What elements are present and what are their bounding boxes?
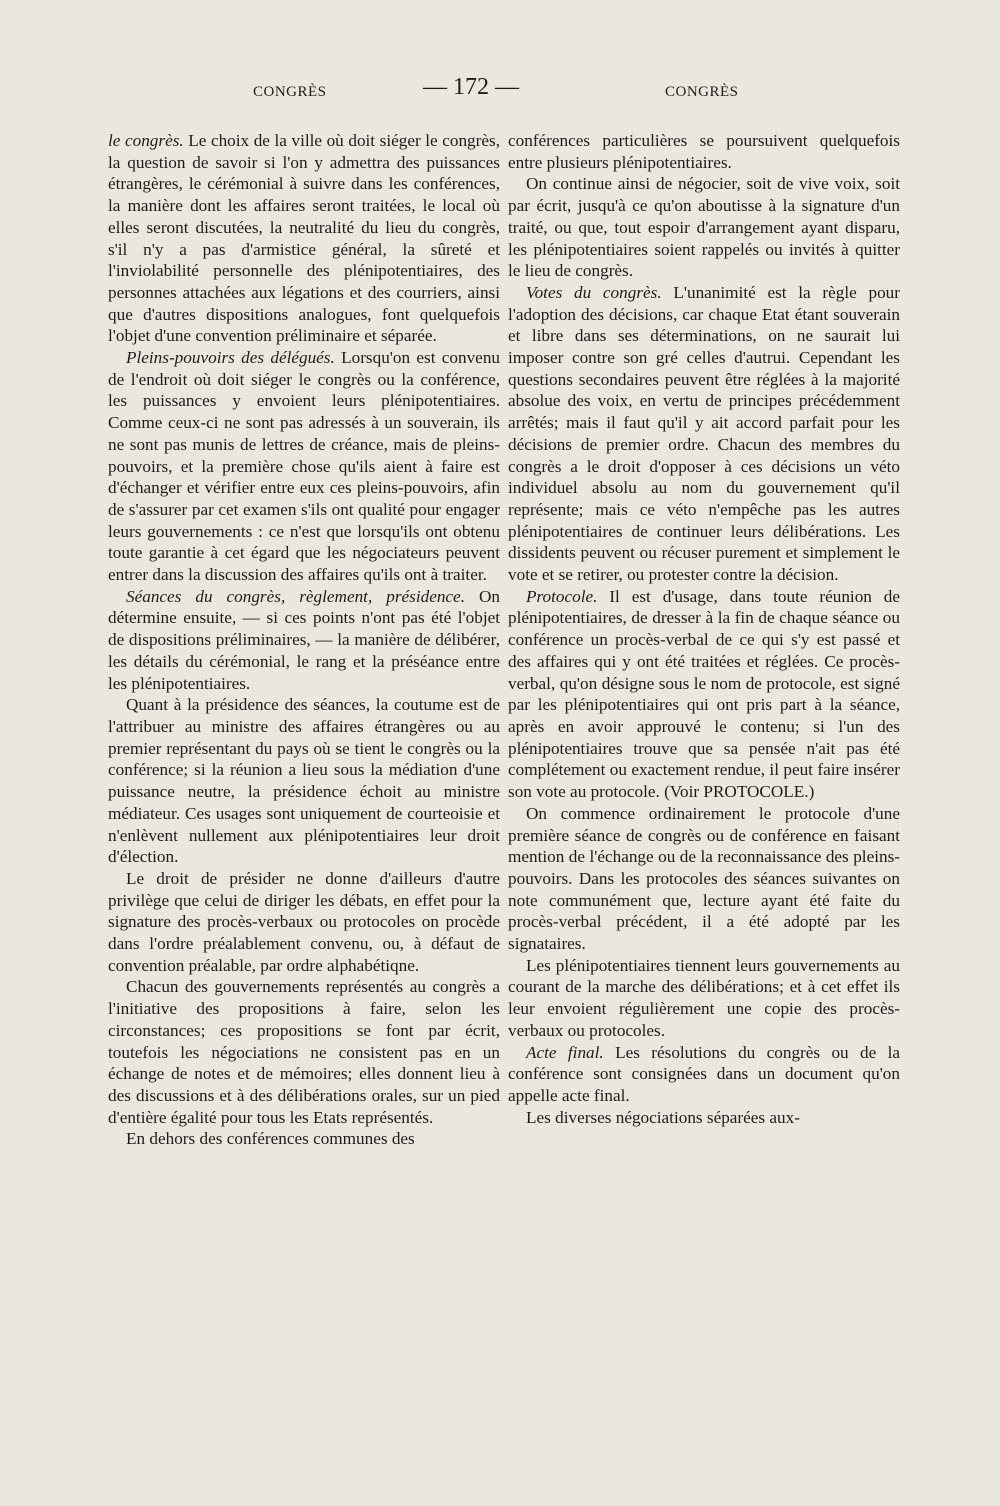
paragraph-text: On commence ordinairement le protocole d'une première séance de congrès ou de conférence en faisant mention de l'échange ou de la reconnaissance des pleins-pouvoirs. Dans les protocoles des séances suivantes on note communément que, lecture ayant été faite du procès-verbal précédent, il a été adopté par les signataires. — [508, 803, 900, 954]
paragraph — [108, 976, 500, 1128]
paragraph-lead: Séances du congrès, règlement, présidence. — [126, 586, 465, 606]
paragraph-lead: le congrès. — [108, 131, 184, 150]
paragraph — [108, 347, 500, 586]
paragraph-text: Il est d'usage, dans toute réunion de plénipotentiaires, de dresser à la fin de chaque séance ou conférence un procès-verbal de ce qui s'y est passé et des affaires qui y ont été traitées et réglées. Ce procès-verbal, qu'on désigne sous le nom de protocole, est signé par les plénipotentiaires qui ont pris part à la séance, après en avoir approuvé le contenu; si l'un des plénipotentiaires trouve que sa pensée n'ait pas été complétement ou exactement rendue, il peut faire insérer son vote au protocole. (Voir PROTOCOLE.) — [508, 586, 900, 802]
paragraph-text: Les résolutions du congrès ou de la conférence sont consignées dans un document qu'on appelle acte final. — [508, 1042, 901, 1105]
running-header — [108, 74, 898, 110]
paragraph — [508, 803, 900, 955]
paragraph — [508, 130, 900, 173]
paragraph — [108, 694, 500, 868]
paragraph — [108, 586, 500, 695]
right-running-head: CONGRÈS — [665, 84, 739, 100]
paragraph — [108, 868, 500, 977]
left-column — [108, 130, 500, 1150]
paragraph-text: L'unanimité est la règle pour l'adoption des décisions, car chaque Etat étant souverain et libre dans ses déterminations, on ne saurait lui imposer contre son gré celles d'autrui. Cependant les questions secondaires peuvent être réglées à la majorité absolue des voix, en vertu de principes précédemment arrêtés; mais il faut qu'il y ait accord parfait pour les décisions de premier ordre. Chacun des membres du congrès a le droit d'opposer à ces décisions un véto individuel absolu au nom du gouvernement qu'il représente; mais ce véto n'empêche pas les autres plénipotentiaires de continuer leurs délibérations. Les dissidents peuvent ou récuser purement et simplement le vote et se retirer, ou protester contre la décision. — [508, 282, 900, 585]
paragraph — [508, 586, 900, 803]
paragraph — [508, 1107, 900, 1129]
paragraph — [508, 173, 900, 282]
paragraph — [508, 1042, 900, 1107]
right-column — [508, 130, 900, 1128]
paragraph-lead: Protocole. — [526, 586, 598, 606]
paragraph-text: On détermine ensuite, — si ces points n'ont pas été l'objet de dispositions préliminaires, — la manière de délibérer, les détails du cérémonial, le rang et la préséance entre les plénipotentiaires. — [108, 586, 500, 693]
paragraph-text: En dehors des conférences communes des — [126, 1129, 415, 1149]
paragraph-text: Les diverses négociations séparées aux- — [526, 1107, 800, 1127]
paragraph — [108, 1128, 500, 1150]
paragraph — [108, 130, 500, 347]
paragraph-text: On continue ainsi de négocier, soit de vive voix, soit par écrit, jusqu'à ce qu'on aboutisse à la signature d'un traité, ou que, tout espoir d'arrangement ayant disparu, les plénipotentiaires soient rappelés ou invités à quitter le lieu de congrès. — [508, 174, 900, 281]
paragraph-text: Le droit de présider ne donne d'ailleurs d'autre privilège que celui de diriger les débats, en effet pour la signature des procès-verbaux ou protocoles on procède dans l'ordre préalablement convenu, ou, à défaut de convention préalable, par ordre alphabétiqne. — [108, 868, 500, 975]
paragraph-text: Le choix de la ville où doit siéger le congrès, la question de savoir si l'on y admettra des puissances étrangères, le cérémonial à suivre dans les conférences, la manière dont les affaires seront traitées, le local où elles seront discutées, la neutralité du lieu du congrès, s'il n'y a pas d'armistice général, la sûreté et l'inviolabilité personnelle des plénipotentiaires, des personnes attachées aux légations et des courriers, ainsi que d'autres dispositions analogues, font quelquefois l'objet d'une convention préliminaire et séparée. — [108, 131, 500, 346]
page-number: — 172 — — [423, 74, 519, 100]
paragraph — [508, 282, 900, 586]
paragraph-lead: Pleins-pouvoirs des délégués. — [126, 348, 335, 368]
paragraph-lead: Acte final. — [526, 1042, 604, 1062]
paragraph-text: Les plénipotentiaires tiennent leurs gouvernements au courant de la marche des délibérations; et à cet effet ils leur envoient régulièrement une copie des procès-verbaux ou protocoles. — [508, 955, 900, 1040]
paragraph-text: conférences particulières se poursuivent quelquefois entre plusieurs plénipotentiaires. — [508, 131, 900, 172]
paragraph-lead: Votes du congrès. — [526, 282, 662, 302]
left-running-head: CONGRÈS — [253, 84, 327, 100]
paragraph-text: Quant à la présidence des séances, la coutume est de l'attribuer au ministre des affaires étrangères ou au premier représentant du pays où se tient le congrès ou la conférence; si la réunion a lieu sous la médiation d'une puissance neutre, la présidence échoit au ministre médiateur. Ces usages sont uniquement de courteoisie et n'enlèvent nullement aux plénipotentiaires leur droit d'élection. — [108, 695, 500, 867]
paragraph-text: Lorsqu'on est convenu de l'endroit où doit siéger le congrès ou la conférence, les puissances y envoient leurs plénipotentiaires. Comme ceux-ci ne sont pas adressés à un souverain, ils ne sont pas munis de lettres de créance, mais de pleins-pouvoirs, et la première chose qu'ils aient à faire est d'échanger et vérifier entre eux ces pleins-pouvoirs, afin de s'assurer par cet examen s'ils ont qualité pour engager leurs gouvernements : ce n'est que lorsqu'ils ont obtenu toute garantie à cet égard que les négociateurs peuvent entrer dans la discussion des affaires qu'ils ont à traiter. — [108, 348, 501, 585]
paragraph — [508, 955, 900, 1042]
paragraph-text: Chacun des gouvernements représentés au congrès a l'initiative des propositions à faire, selon les circonstances; ces propositions se font par écrit, toutefois les négociations ne consistent pas en un échange de notes et de mémoires; elles donnent lieu à des discussions et à des délibérations orales, sur un pied d'entière égalité pour tous les Etats représentés. — [108, 977, 500, 1127]
